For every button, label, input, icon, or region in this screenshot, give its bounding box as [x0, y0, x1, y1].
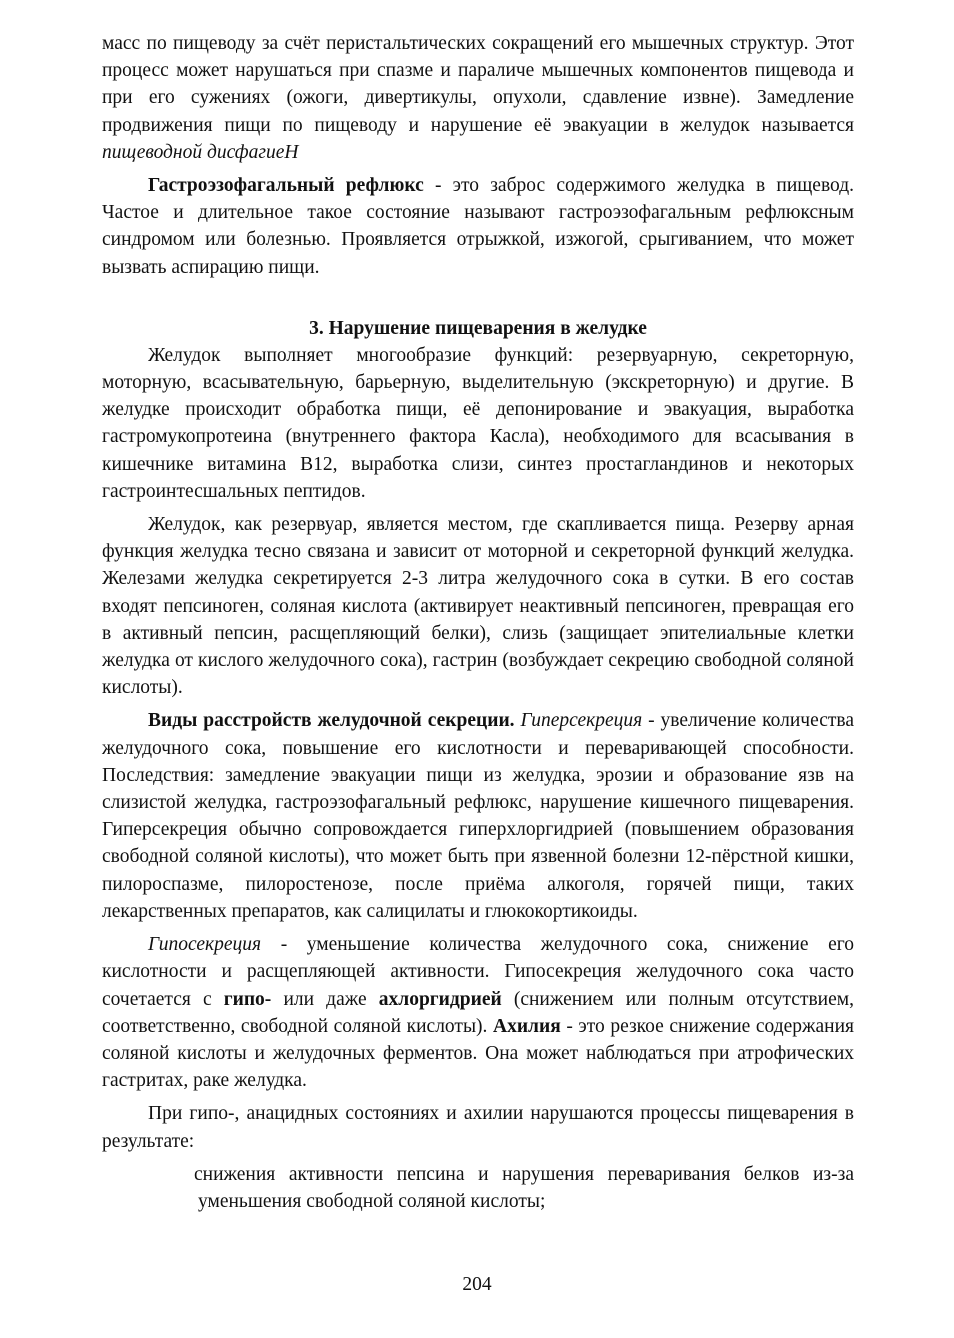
paragraph-reflux	[102, 172, 854, 281]
term-hyposecretion: Гипосекреция	[148, 934, 262, 956]
paragraph-hyposecretion	[102, 931, 854, 1094]
term-hypersecretion: Гиперсекреция	[514, 710, 643, 732]
term-secretion-disorders: Виды расстройств желудочной секреции.	[148, 710, 515, 732]
paragraph-text: масс по пищеводу за счёт перистальтических сокращений его мышечных структур. Этот процесс может нарушаться при спазме и параличе мышечных компонентов пищевода и при его сужениях (ожоги, дивертикулы, опухоли, сдавление извне). Замедление продвижения пищи по пищеводу и нарушение её эвакуации в желудок называется	[102, 33, 854, 136]
term-hypo: гипо-	[223, 988, 272, 1010]
page-number: 204	[462, 1274, 492, 1295]
paragraph-hypersecretion	[102, 707, 854, 925]
paragraph-esophagus-motility	[102, 30, 854, 166]
term-reflux: Гастроэзофагальный рефлюкс	[148, 175, 424, 197]
paragraph-text: - это резкое снижение содержания соляной кислоты и желудочных ферментов. Она может наблюдаться при атрофических гастритах, раке желудка.	[102, 1015, 854, 1092]
list-item: снижения активности пепсина и нарушения переваривания белков из-за уменьшения свободной соляной кислоты;	[194, 1163, 854, 1212]
section-heading: 3. Нарушение пищеварения в желудке	[309, 317, 647, 339]
term-achlorhydria: ахлоргидрией	[378, 988, 502, 1010]
paragraph-stomach-functions: Желудок выполняет многообразие функций: резервуарную, секреторную, моторную, всасывательную, барьерную, выделительную (экскреторную) и другие. В желудке происходит обработка пищи, её депонирование и эвакуация, выработка гастромукопротеина (внутреннего фактора Касла), необходимого для всасывания в кишечнике витамина В12, выработка слизи, синтез простагландинов и некоторых гастроинтесшальных пептидов.	[102, 344, 854, 502]
paragraph-stomach-reservoir: Желудок, как резервуар, является местом, где скапливается пища. Резерву арная функция желудка тесно связана и зависит от моторной и секреторной функций желудка. Железами желудка секретируется 2-3 литра желудочного сока в сутки. В его состав входят пепсиноген, соляная кислота (активирует неактивный пепсиноген, превращая его в активный пепсин, расщепляющий белки), слизь (защищает эпителиальные клетки желудка от кислого желудочного сока), гастрин (возбуждает секрецию свободной соляной кислоты).	[102, 514, 854, 699]
term-dysphagia: пищеводной дисфагиеН	[102, 141, 299, 163]
paragraph-text: или даже	[271, 988, 379, 1010]
paragraph-text: - это заброс содержимого желудка в пищевод. Частое и длительное такое состояние называют гастроэзофагальным рефлюксным синдромом или болезнью. Проявляется отрыжкой, изжогой, срыгиванием, что может вызвать аспирацию пищи.	[102, 175, 854, 278]
paragraph-text: (снижением или полным отсутствием, соответственно, свободной соляной кислоты).	[102, 988, 854, 1037]
term-achylia: Ахилия	[492, 1015, 561, 1037]
paragraph-consequences-intro: При гипо-, анацидных состояниях и ахилии нарушаются процессы пищеварения в результате:	[102, 1103, 854, 1152]
paragraph-text: - увеличение количества желудочного сока, повышение его кислотности и переваривающей способности. Последствия: замедление эвакуации пищи из желудка, эрозии и образование язв на слизистой желудка, гастроэзофагальный рефлюкс, нарушение кишечного пищеварения. Гиперсекреция обычно сопровождается гиперхлоргидрией (повышением образования свободной соляной кислоты), что может быть при язвенной болезни 12-пёрстной кишки, пилороспазме, пилоростенозе, после приёма алкоголя, горячей пищи, таких лекарственных препаратов, как салицилаты и глюкокортикоиды.	[102, 710, 854, 922]
paragraph-text: - уменьшение количества желудочного сока, снижение его кислотности и расщепляющей активности. Гипосекреция желудочного сока часто сочетается с	[102, 934, 854, 1010]
